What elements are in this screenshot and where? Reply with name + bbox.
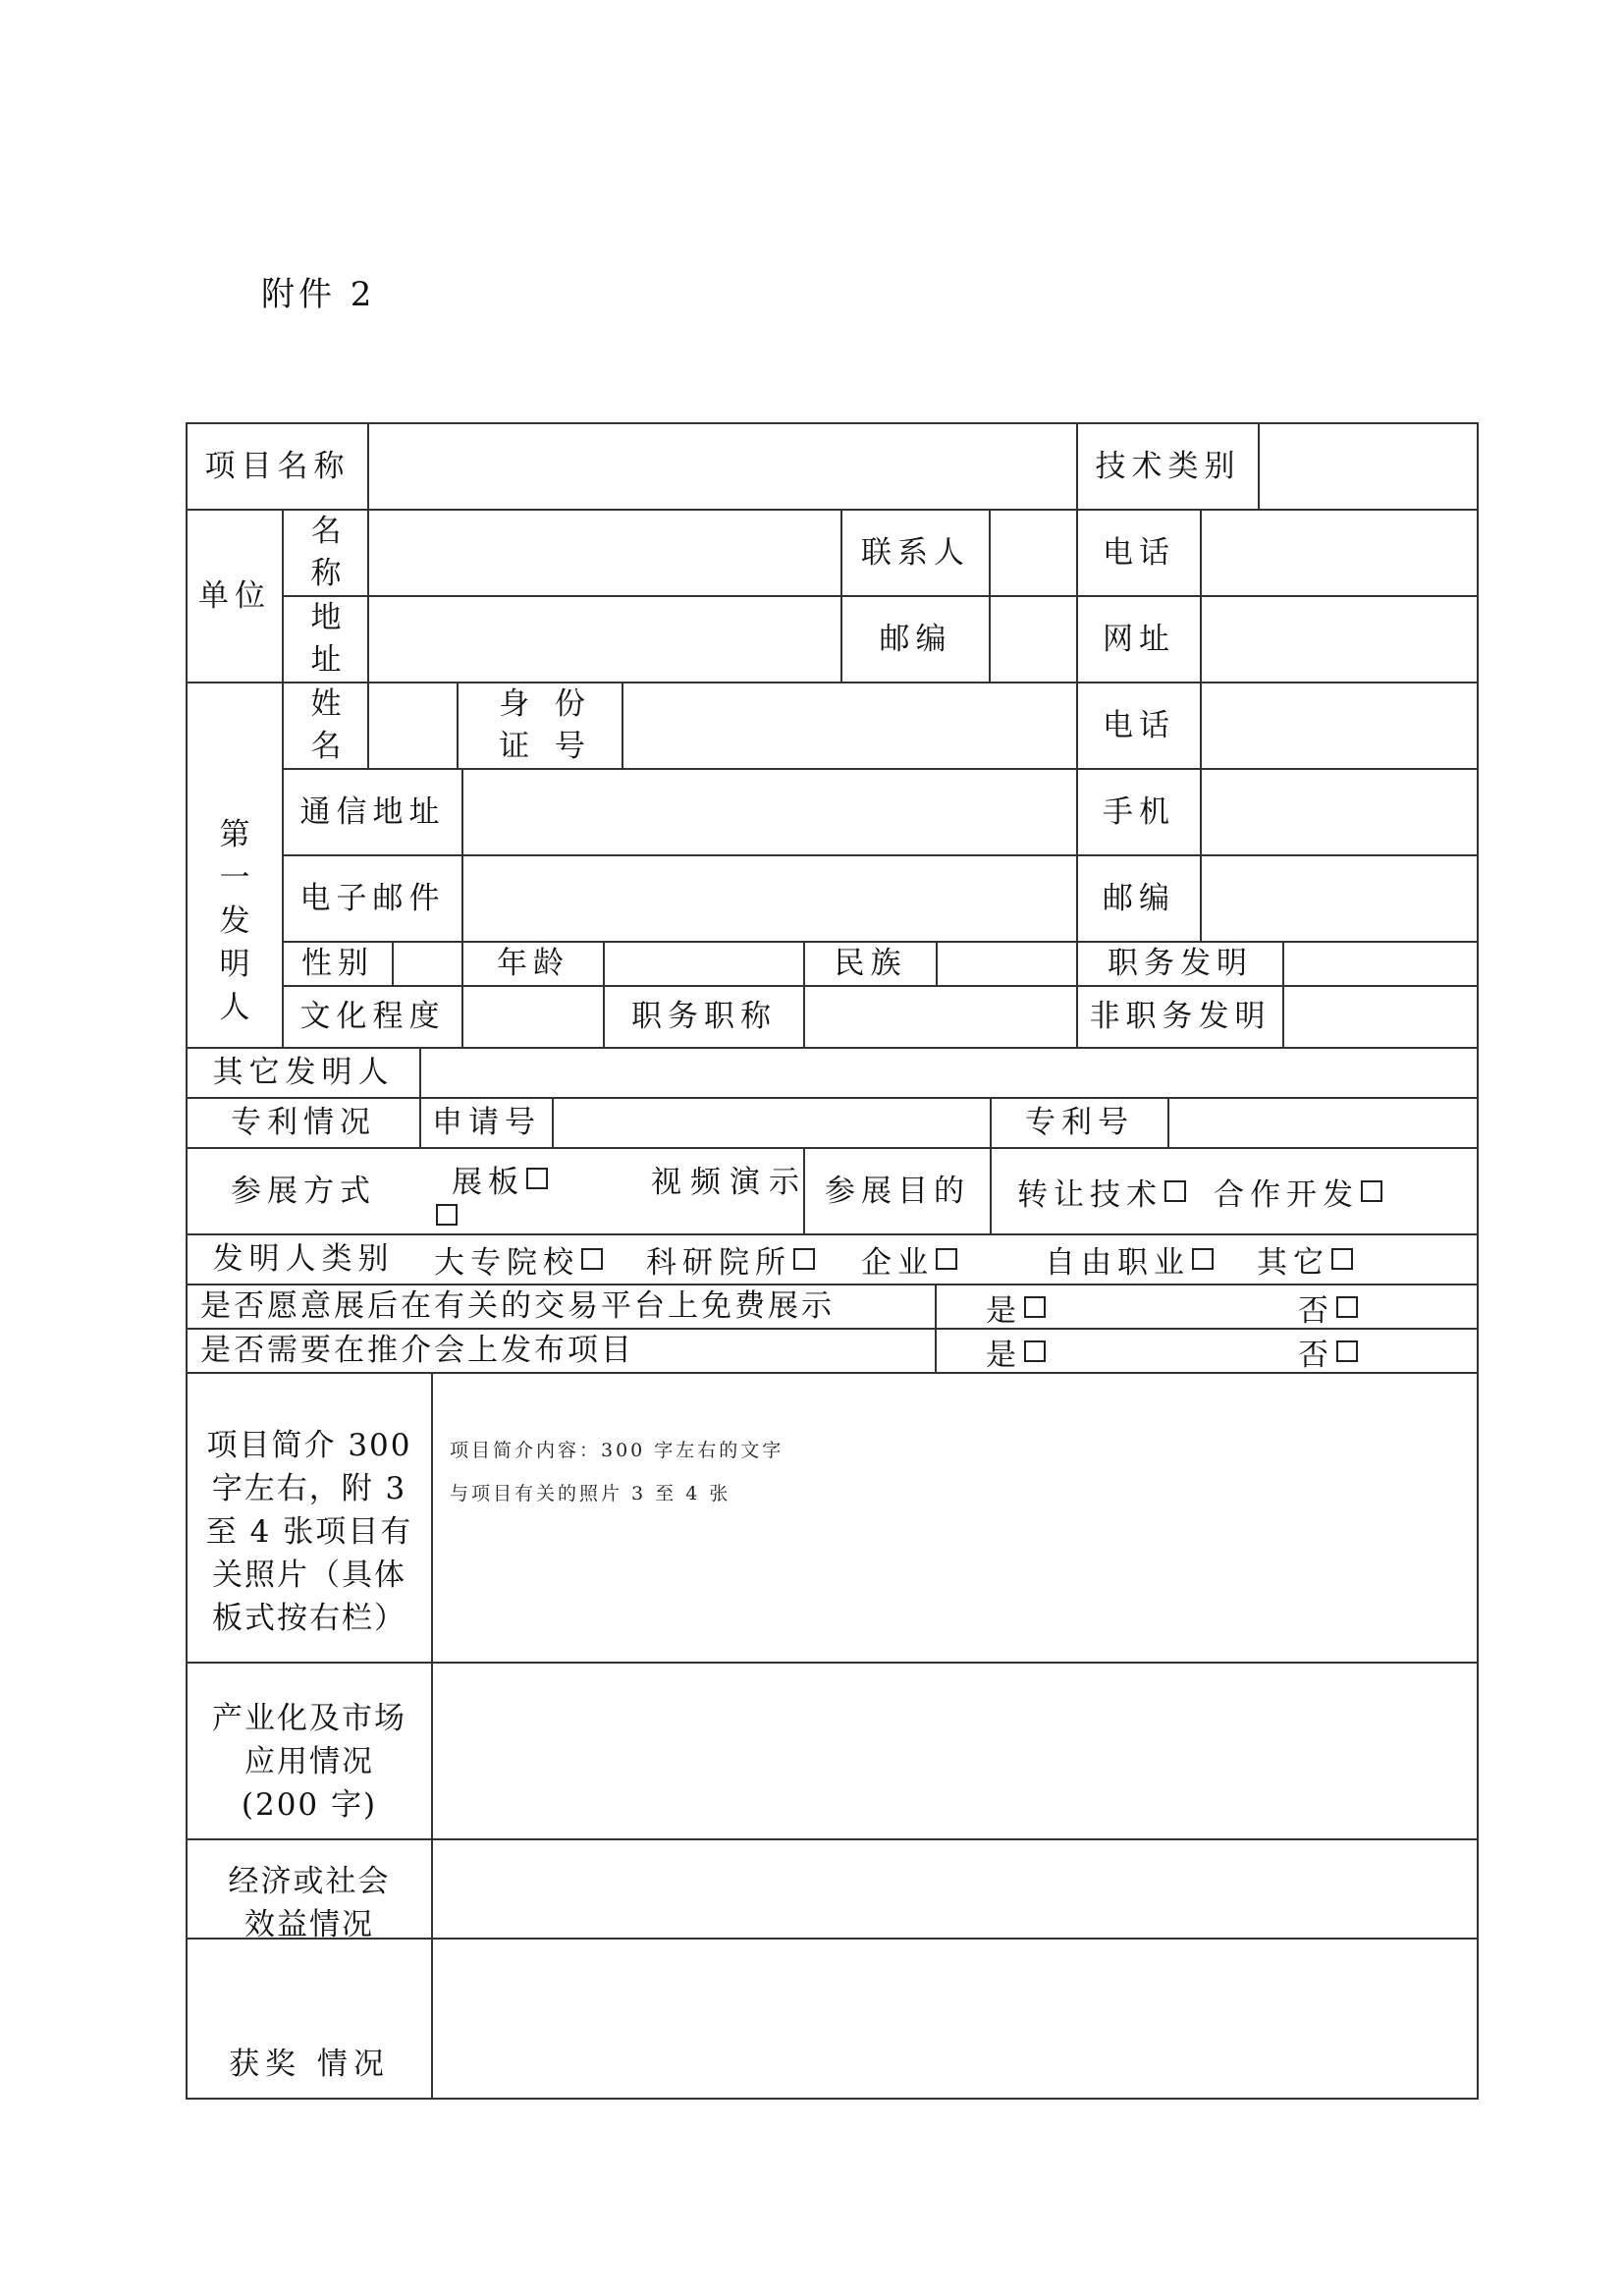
option-text: 大专院校 [434,1244,579,1281]
other-inventors-field[interactable] [421,1049,1477,1097]
checkbox[interactable] [526,1168,548,1189]
row-line [186,1838,1479,1840]
nonservice-invention-label: 非职务发明 [1089,999,1271,1034]
checkbox[interactable] [1331,1248,1353,1270]
unit-address-field[interactable] [369,597,840,682]
unit-postcode-field[interactable] [991,597,1076,682]
application-no-label: 申请号 [432,1105,541,1140]
first-inventor-label: 第一发明人 [219,817,250,1025]
no-text: 否 [1298,1292,1334,1329]
table-border-bottom [186,2098,1479,2100]
attachment-label: 附件 2 [261,275,376,314]
industrialization-label [196,1697,422,1827]
industrialization-field[interactable] [433,1664,1477,1838]
project-name-field[interactable] [369,424,1076,509]
service-invention-label: 职务发明 [1108,946,1253,981]
exhibit-video-checkbox-wrap[interactable] [434,1200,460,1230]
checkbox[interactable] [581,1248,603,1270]
transfer-tech-text: 转让技术 [1017,1176,1163,1213]
exhibit-video-text: 视频演示 [651,1164,808,1200]
exhibit-purpose-label: 参展目的 [825,1173,970,1209]
inventor-id-field[interactable] [623,683,1076,768]
inventor-mobile-field[interactable] [1202,770,1477,854]
benefit-label [196,1860,422,1946]
checkbox[interactable] [1336,1340,1358,1362]
exhibit-mode-label: 参展方式 [231,1173,376,1209]
awards-field[interactable] [433,1940,1477,2098]
free-display-question: 是否愿意展后在有关的交易平台上免费展示 [200,1288,835,1324]
free-display-no-option[interactable] [1298,1288,1360,1329]
inventor-postcode-field[interactable] [1202,856,1477,941]
exhibit-video-option[interactable] [651,1159,808,1198]
tech-category-label: 技术类别 [1095,448,1241,484]
inventor-gender-field[interactable] [394,943,461,985]
tech-category-field[interactable] [1260,424,1477,509]
benefit-label-line: 效益情况 [244,1907,374,1942]
option-text: 自由职业 [1045,1244,1190,1281]
release-question: 是否需要在推介会上发布项目 [200,1333,634,1368]
inventor-address-field[interactable] [463,770,1076,854]
unit-website-label: 网址 [1103,621,1175,657]
option-text: 企业 [861,1244,934,1281]
inventor-type-option-enterprise[interactable] [861,1239,959,1279]
unit-label: 单位 [198,577,271,614]
industrialization-label-line: 应用情况 [244,1744,374,1779]
checkbox[interactable] [1164,1180,1186,1202]
cooperate-dev-text: 合作开发 [1214,1176,1359,1213]
unit-contact-field[interactable] [991,511,1076,595]
inventor-phone-field[interactable] [1202,683,1477,768]
checkbox[interactable] [936,1248,957,1270]
application-no-field[interactable] [554,1099,990,1147]
patent-label: 专利情况 [231,1105,376,1140]
checkbox[interactable] [436,1204,458,1226]
unit-postcode-label: 邮编 [879,621,952,657]
release-no-option[interactable] [1298,1333,1360,1373]
other-inventors-label: 其它发明人 [212,1055,395,1090]
inventor-age-field[interactable] [605,943,803,985]
inventor-title-field[interactable] [805,987,1076,1047]
no-text: 否 [1298,1337,1334,1373]
checkbox[interactable] [1361,1180,1382,1202]
inventor-gender-label: 性别 [301,946,374,981]
checkbox[interactable] [1024,1340,1046,1362]
unit-website-field[interactable] [1202,597,1477,682]
col-line [990,1147,992,1233]
inventor-age-label: 年龄 [497,946,569,981]
exhibit-board-text: 展板 [452,1164,524,1200]
intro-note-text: 项目简介内容：300 字左右的文字 [450,1440,784,1461]
intro-label-line: 至 4 张项目有 [205,1514,413,1550]
industrialization-label-line: (200 字) [241,1787,378,1823]
inventor-phone-label: 电话 [1103,707,1175,743]
col-line [457,682,459,768]
inventor-type-option-other[interactable] [1257,1239,1355,1279]
inventor-ethnicity-field[interactable] [938,943,1076,985]
checkbox[interactable] [793,1248,815,1270]
transfer-tech-option[interactable] [1017,1172,1188,1211]
unit-phone-label: 电话 [1103,534,1175,571]
inventor-education-label: 文化程度 [299,999,446,1034]
unit-name-field[interactable] [369,511,840,595]
exhibit-board-option[interactable] [452,1159,550,1198]
col-line [935,1284,937,1372]
project-name-label: 项目名称 [204,448,351,484]
nonservice-invention-field[interactable] [1284,987,1477,1047]
intro-note-photos: 与项目有关的照片 3 至 4 张 [450,1483,731,1504]
unit-phone-field[interactable] [1202,511,1477,595]
service-invention-field[interactable] [1284,943,1477,985]
unit-contact-label: 联系人 [861,534,970,571]
intro-label-line: 项目简介 300 [206,1428,412,1463]
awards-label: 获奖 情况 [229,2046,390,2082]
cooperate-dev-option[interactable] [1214,1172,1384,1211]
inventor-mobile-label: 手机 [1103,793,1175,830]
yes-text: 是 [986,1292,1022,1329]
inventor-title-label: 职务职称 [631,999,777,1034]
industrialization-label-line: 产业化及市场 [212,1701,406,1736]
intro-label-line: 关照片（具体 [212,1558,406,1593]
intro-label [196,1424,422,1640]
inventor-ethnicity-label: 民族 [834,946,907,981]
inventor-name-field[interactable] [369,683,457,768]
yes-text: 是 [986,1337,1022,1373]
inventor-id-label: 身 份 证 号 [499,686,593,764]
intro-field[interactable] [433,1374,1477,1662]
intro-label-line: 字左右，附 3 [211,1471,407,1506]
inventor-education-field[interactable] [463,987,603,1047]
patent-no-field[interactable] [1169,1099,1477,1147]
option-text: 科研院所 [646,1244,791,1281]
release-yes-option[interactable] [986,1333,1048,1373]
inventor-type-option-freelance[interactable] [1045,1239,1216,1279]
checkbox[interactable] [1024,1296,1046,1318]
unit-name-label: 名称 [310,514,342,591]
inventor-address-label: 通信地址 [299,793,446,830]
inventor-email-field[interactable] [463,856,1076,941]
checkbox[interactable] [1192,1248,1214,1270]
inventor-postcode-label: 邮编 [1103,880,1175,916]
free-display-yes-option[interactable] [986,1288,1048,1329]
benefit-label-line: 经济或社会 [228,1864,391,1899]
patent-no-label: 专利号 [1025,1105,1134,1140]
unit-address-label: 地址 [310,600,342,678]
benefit-field[interactable] [433,1841,1477,1938]
option-text: 其它 [1257,1244,1329,1281]
inventor-type-option-institute[interactable] [646,1239,817,1279]
inventor-email-label: 电子邮件 [299,880,446,916]
intro-label-line: 板式按右栏） [212,1601,406,1636]
inventor-name-label: 姓名 [310,686,342,764]
inventor-type-label: 发明人类别 [212,1241,395,1277]
inventor-type-option-college[interactable] [434,1239,605,1279]
table-border-right [1477,422,1479,2100]
checkbox[interactable] [1336,1296,1358,1318]
